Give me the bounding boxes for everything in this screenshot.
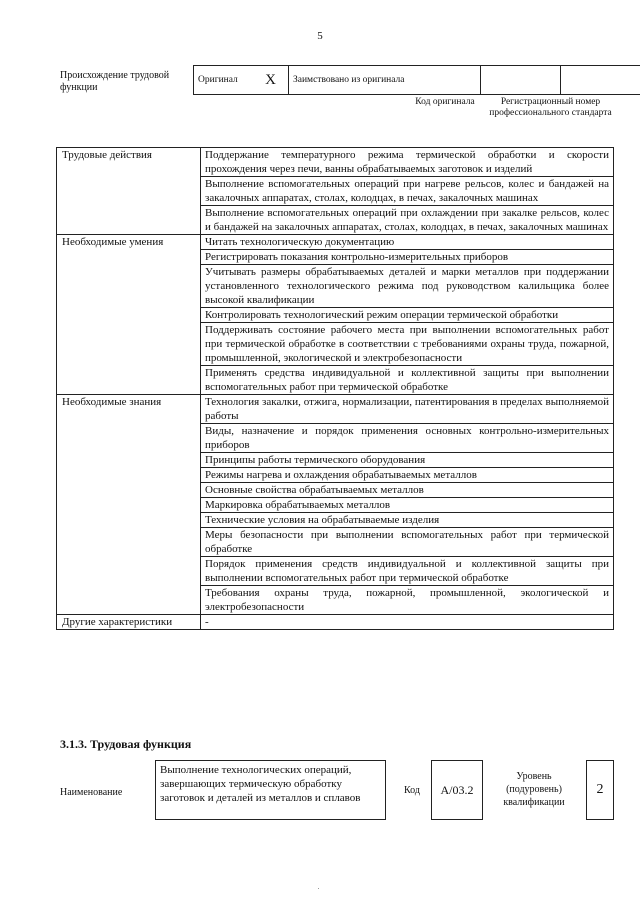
- level-value: 2: [586, 760, 614, 820]
- table-row: [57, 395, 614, 424]
- origin-original: Оригинал: [198, 74, 238, 85]
- reg-caption: Регистрационный номер профессионального стандарта: [489, 97, 612, 118]
- origin-label: Происхождение трудовой функции: [60, 70, 170, 93]
- row-group-label: Другие характеристики: [57, 615, 201, 630]
- requirements-table: [56, 147, 614, 630]
- origin-original-cell: [194, 66, 289, 95]
- code-label: Код: [404, 785, 420, 796]
- origin-code-cell: [481, 66, 561, 95]
- origin-borrowed: Заимствовано из оригинала: [289, 66, 481, 95]
- table-cell: Применять средства индивидуальной и коллективной защиты при выполнении вспомогательных работ при термической обработке: [201, 366, 614, 395]
- origin-reg-cell: [561, 66, 640, 95]
- table-cell: Выполнение вспомогательных операций при охлаждении при закалке рельсов, колес и бандажей на закалочных аппаратах, столах, колодцах, в печах, закалочных машинах: [201, 206, 614, 235]
- table-row: [57, 615, 614, 630]
- name-value: Выполнение технологических операций, завершающих термическую обработку заготовок и деталей из металлов и сплавов: [155, 760, 386, 820]
- row-group-label: Необходимые знания: [57, 395, 201, 615]
- table-cell: Регистрировать показания контрольно-измерительных приборов: [201, 250, 614, 265]
- table-cell: Виды, назначение и порядок применения основных контрольно-измерительных приборов: [201, 424, 614, 453]
- table-cell: -: [201, 615, 614, 630]
- table-cell: Технические условия на обрабатываемые изделия: [201, 513, 614, 528]
- page-number: 5: [317, 30, 323, 42]
- table-cell: Читать технологическую документацию: [201, 235, 614, 250]
- table-row: [57, 235, 614, 250]
- origin-mark: X: [265, 71, 276, 88]
- table-cell: Порядок применения средств индивидуальной и коллективной защиты при выполнении вспомогательных работ при термической обработке: [201, 557, 614, 586]
- table-cell: Технология закалки, отжига, нормализации, патентирования в пределах выполняемой работы: [201, 395, 614, 424]
- table-cell: Выполнение вспомогательных операций при нагреве рельсов, колес и бандажей на закалочных аппаратах, столах, колодцах, в печах, закалочных машинах: [201, 177, 614, 206]
- table-cell: Меры безопасности при выполнении вспомогательных работ при термической обработке: [201, 528, 614, 557]
- level-label: Уровень (подуровень) квалификации: [503, 771, 565, 808]
- table-cell: Учитывать размеры обрабатываемых деталей и марки металлов при поддержании установленного технологического режима под руководством калильщика более высокой квалификации: [201, 265, 614, 308]
- code-caption: Код оригинала: [415, 97, 475, 107]
- section-title: 3.1.3. Трудовая функция: [60, 737, 192, 751]
- table-cell: Контролировать технологический режим операции термической обработки: [201, 308, 614, 323]
- scan-dot: [318, 888, 319, 889]
- name-label: Наименование: [60, 787, 123, 798]
- table-cell: Поддержание температурного режима термической обработки и скорости прохождения через печи, ванны обрабатываемых заготовок и изделий: [201, 148, 614, 177]
- table-cell: Основные свойства обрабатываемых металлов: [201, 483, 614, 498]
- table-cell: Принципы работы термического оборудования: [201, 453, 614, 468]
- table-cell: Требования охраны труда, пожарной, промышленной, экологической и электробезопасности: [201, 586, 614, 615]
- code-value: А/03.2: [431, 760, 483, 820]
- row-group-label: Трудовые действия: [57, 148, 201, 235]
- table-cell: Маркировка обрабатываемых металлов: [201, 498, 614, 513]
- table-row: [57, 148, 614, 177]
- table-cell: Поддерживать состояние рабочего места при выполнении вспомогательных работ при термической обработке в соответствии с требованиями охраны труда, пожарной, промышленной, экологической и электробезопасности: [201, 323, 614, 366]
- row-group-label: Необходимые умения: [57, 235, 201, 395]
- origin-table: [193, 65, 640, 95]
- table-cell: Режимы нагрева и охлаждения обрабатываемых металлов: [201, 468, 614, 483]
